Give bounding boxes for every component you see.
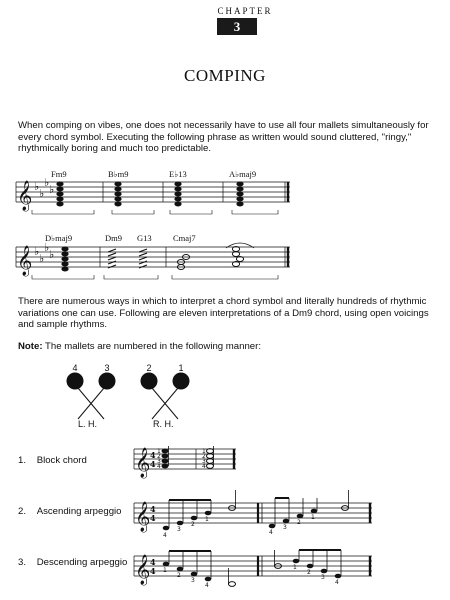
svg-text:4: 4 <box>150 450 156 460</box>
svg-text:4: 4 <box>150 557 156 567</box>
svg-text:2: 2 <box>157 453 161 460</box>
svg-text:3: 3 <box>321 574 325 581</box>
note-text: The mallets are numbered in the following manner: <box>42 341 261 352</box>
intro-paragraph: When comping on vibes, one does not necessarily have to use all four mallets simultaneously for every chord symbol. Executing the following phrase as written would sound cluttered, "ringy," rhythmically boring and much too predictable. <box>18 120 429 154</box>
svg-text:♭: ♭ <box>34 245 40 258</box>
svg-text:3: 3 <box>177 526 181 533</box>
treble-clef-icon: 𝄞 <box>135 555 151 585</box>
svg-text:1: 1 <box>157 448 161 455</box>
svg-text:3: 3 <box>283 524 287 531</box>
example-label: Block chord <box>36 455 87 466</box>
treble-clef-icon: 𝄞 <box>135 502 151 532</box>
page-title: COMPING <box>184 66 266 85</box>
svg-text:1: 1 <box>205 516 209 523</box>
svg-text:3: 3 <box>191 577 195 584</box>
svg-text:♭: ♭ <box>49 183 55 196</box>
svg-text:3: 3 <box>202 458 206 465</box>
svg-text:3: 3 <box>157 458 161 465</box>
example-number: 3. <box>18 557 27 568</box>
svg-text:♭: ♭ <box>39 187 45 200</box>
treble-clef-icon: 𝄞 <box>135 448 151 478</box>
svg-text:4: 4 <box>150 566 156 576</box>
svg-text:♭: ♭ <box>34 180 40 193</box>
left-hand-label: L. H. <box>78 419 98 429</box>
chapter-number-badge: 3 <box>217 18 257 35</box>
chord-symbol: Dm9 <box>105 233 122 243</box>
chord-symbol: Fm9 <box>51 169 67 179</box>
svg-text:4: 4 <box>150 504 156 514</box>
note-label: Note: <box>18 341 43 352</box>
chord-symbol: Cmaj7 <box>173 233 196 243</box>
svg-text:2: 2 <box>307 569 311 576</box>
mallet-number: 1 <box>178 363 184 373</box>
body-paragraph: There are numerous ways in which to interpret a chord symbol and literally hundreds of rhythmic variations one can use. Following are eleven interpretations of a Dm9 chord, using open voicings and sample rhythms. <box>18 296 429 330</box>
svg-text:♭: ♭ <box>49 248 55 261</box>
svg-text:4: 4 <box>163 532 167 539</box>
chord-symbol: B♭m9 <box>108 169 129 179</box>
svg-text:♭: ♭ <box>44 176 50 189</box>
svg-text:1: 1 <box>311 514 315 521</box>
chord-symbol: D♭maj9 <box>45 233 73 243</box>
chord-symbol: G13 <box>137 233 152 243</box>
svg-text:♭: ♭ <box>44 241 50 254</box>
svg-text:1: 1 <box>293 564 297 571</box>
example-label: Ascending arpeggio <box>36 506 122 517</box>
example-number: 1. <box>18 455 27 466</box>
svg-text:2: 2 <box>202 453 206 460</box>
treble-clef-icon: 𝄞 <box>17 181 33 211</box>
svg-text:4: 4 <box>150 459 156 469</box>
svg-text:1: 1 <box>202 448 206 455</box>
svg-text:4: 4 <box>205 582 209 589</box>
chord-symbol: A♭maj9 <box>229 169 257 179</box>
svg-text:4: 4 <box>202 463 206 470</box>
svg-text:4: 4 <box>157 463 161 470</box>
svg-text:1: 1 <box>163 567 167 574</box>
svg-text:♭: ♭ <box>39 252 45 265</box>
chapter-label: CHAPTER <box>217 6 273 16</box>
svg-text:4: 4 <box>150 513 156 523</box>
example-label: Descending arpeggio <box>36 557 128 568</box>
mallet-number: 2 <box>146 363 152 373</box>
chord-symbol: E♭13 <box>169 169 187 179</box>
svg-text:4: 4 <box>335 579 339 586</box>
mallet-number: 4 <box>72 363 78 373</box>
svg-text:2: 2 <box>177 572 181 579</box>
right-hand-label: R. H. <box>153 419 174 429</box>
example-number: 2. <box>18 506 27 517</box>
treble-clef-icon: 𝄞 <box>17 246 33 276</box>
svg-text:4: 4 <box>269 529 273 536</box>
svg-text:2: 2 <box>191 521 195 528</box>
mallet-number: 3 <box>104 363 110 373</box>
svg-text:2: 2 <box>297 519 301 526</box>
